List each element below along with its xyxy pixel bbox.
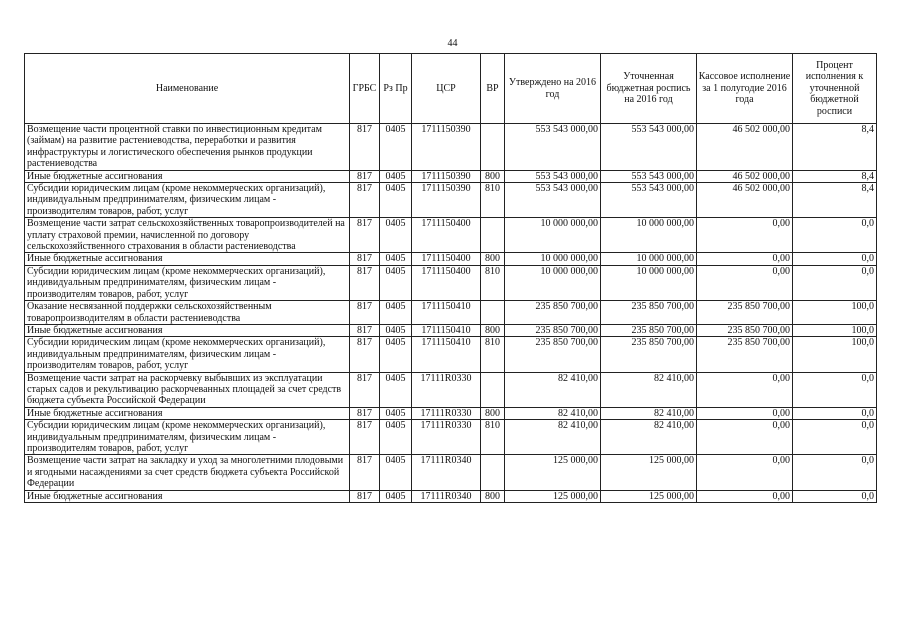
row-vr: 800 xyxy=(481,170,505,182)
row-rz-pr: 0405 xyxy=(380,170,412,182)
row-grbs: 817 xyxy=(350,420,380,455)
row-grbs: 817 xyxy=(350,407,380,419)
table-row xyxy=(25,170,877,182)
row-rz-pr: 0405 xyxy=(380,301,412,325)
row-csr: 1711150400 xyxy=(412,253,481,265)
row-csr: 1711150400 xyxy=(412,265,481,300)
page-number: 44 xyxy=(447,38,458,49)
row-grbs: 817 xyxy=(350,337,380,372)
row-grbs: 817 xyxy=(350,265,380,300)
row-clarified: 82 410,00 xyxy=(601,372,697,407)
row-name: Возмещение части затрат на раскорчевку выбывших из эксплуатации старых садов и рекультивацию раскорчеванных площадей за счет средств бюджета субъекта Российской Федерации xyxy=(25,372,350,407)
table-row xyxy=(25,490,877,502)
row-rz-pr: 0405 xyxy=(380,324,412,336)
row-csr: 1711150410 xyxy=(412,337,481,372)
table-row xyxy=(25,372,877,407)
row-name: Оказание несвязанной поддержки сельскохозяйственным товаропроизводителям в области растениеводства xyxy=(25,301,350,325)
row-approved: 553 543 000,00 xyxy=(505,124,601,171)
row-rz-pr: 0405 xyxy=(380,218,412,253)
row-cash: 235 850 700,00 xyxy=(697,337,793,372)
row-clarified: 10 000 000,00 xyxy=(601,218,697,253)
row-approved: 10 000 000,00 xyxy=(505,218,601,253)
row-csr: 1711150390 xyxy=(412,124,481,171)
row-name: Иные бюджетные ассигнования xyxy=(25,407,350,419)
row-approved: 235 850 700,00 xyxy=(505,301,601,325)
table-row xyxy=(25,324,877,336)
table-row xyxy=(25,265,877,300)
row-rz-pr: 0405 xyxy=(380,124,412,171)
row-approved: 10 000 000,00 xyxy=(505,253,601,265)
table-row xyxy=(25,420,877,455)
row-csr: 17111R0330 xyxy=(412,407,481,419)
table-row xyxy=(25,183,877,218)
row-rz-pr: 0405 xyxy=(380,407,412,419)
row-approved: 82 410,00 xyxy=(505,407,601,419)
row-clarified: 235 850 700,00 xyxy=(601,337,697,372)
row-cash: 0,00 xyxy=(697,372,793,407)
row-percent: 8,4 xyxy=(793,170,877,182)
row-approved: 125 000,00 xyxy=(505,455,601,490)
row-name: Иные бюджетные ассигнования xyxy=(25,324,350,336)
row-cash: 0,00 xyxy=(697,420,793,455)
header-vr: ВР xyxy=(481,54,505,124)
row-cash: 46 502 000,00 xyxy=(697,170,793,182)
row-name: Возмещение части процентной ставки по инвестиционным кредитам (займам) на развитие растениеводства, переработки и развития инфраструктуры и логистического обеспечения рынков продукции растениеводства xyxy=(25,124,350,171)
row-csr: 1711150390 xyxy=(412,183,481,218)
row-vr xyxy=(481,455,505,490)
row-clarified: 82 410,00 xyxy=(601,407,697,419)
row-grbs: 817 xyxy=(350,372,380,407)
row-rz-pr: 0405 xyxy=(380,253,412,265)
row-rz-pr: 0405 xyxy=(380,183,412,218)
row-rz-pr: 0405 xyxy=(380,265,412,300)
row-approved: 553 543 000,00 xyxy=(505,170,601,182)
row-vr: 800 xyxy=(481,407,505,419)
row-vr: 810 xyxy=(481,183,505,218)
row-percent: 0,0 xyxy=(793,372,877,407)
row-clarified: 235 850 700,00 xyxy=(601,324,697,336)
row-cash: 0,00 xyxy=(697,218,793,253)
table-row xyxy=(25,253,877,265)
row-csr: 1711150390 xyxy=(412,170,481,182)
row-grbs: 817 xyxy=(350,170,380,182)
row-csr: 1711150410 xyxy=(412,324,481,336)
row-percent: 8,4 xyxy=(793,183,877,218)
row-vr: 810 xyxy=(481,420,505,455)
row-clarified: 82 410,00 xyxy=(601,420,697,455)
row-approved: 553 543 000,00 xyxy=(505,183,601,218)
row-approved: 82 410,00 xyxy=(505,420,601,455)
row-grbs: 817 xyxy=(350,490,380,502)
row-percent: 0,0 xyxy=(793,407,877,419)
row-name: Иные бюджетные ассигнования xyxy=(25,253,350,265)
row-cash: 235 850 700,00 xyxy=(697,324,793,336)
row-clarified: 553 543 000,00 xyxy=(601,170,697,182)
row-percent: 100,0 xyxy=(793,301,877,325)
row-cash: 235 850 700,00 xyxy=(697,301,793,325)
row-grbs: 817 xyxy=(350,124,380,171)
row-grbs: 817 xyxy=(350,253,380,265)
row-approved: 82 410,00 xyxy=(505,372,601,407)
row-grbs: 817 xyxy=(350,301,380,325)
row-percent: 0,0 xyxy=(793,490,877,502)
row-rz-pr: 0405 xyxy=(380,337,412,372)
row-clarified: 10 000 000,00 xyxy=(601,265,697,300)
header-grbs: ГРБС xyxy=(350,54,380,124)
row-grbs: 817 xyxy=(350,455,380,490)
row-percent: 0,0 xyxy=(793,218,877,253)
row-vr xyxy=(481,372,505,407)
header-percent: Процент исполнения к уточненной бюджетной росписи xyxy=(793,54,877,124)
row-vr xyxy=(481,301,505,325)
row-percent: 100,0 xyxy=(793,324,877,336)
row-percent: 100,0 xyxy=(793,337,877,372)
row-name: Иные бюджетные ассигнования xyxy=(25,490,350,502)
row-clarified: 235 850 700,00 xyxy=(601,301,697,325)
row-name: Субсидии юридическим лицам (кроме некоммерческих организаций), индивидуальным предпринимателям, физическим лицам - производителям товаров, работ, услуг xyxy=(25,337,350,372)
row-vr xyxy=(481,124,505,171)
row-cash: 0,00 xyxy=(697,253,793,265)
row-clarified: 553 543 000,00 xyxy=(601,124,697,171)
table-row xyxy=(25,337,877,372)
row-percent: 0,0 xyxy=(793,420,877,455)
row-clarified: 553 543 000,00 xyxy=(601,183,697,218)
table-row xyxy=(25,301,877,325)
header-csr: ЦСР xyxy=(412,54,481,124)
row-percent: 0,0 xyxy=(793,253,877,265)
row-name: Возмещение части затрат сельскохозяйственных товаропроизводителей на уплату страховой премии, начисленной по договору сельскохозяйственного страхования в области растениеводства xyxy=(25,218,350,253)
row-name: Возмещение части затрат на закладку и уход за многолетними плодовыми и ягодными насаждениями за счет средств бюджета субъекта Российской Федерации xyxy=(25,455,350,490)
row-clarified: 125 000,00 xyxy=(601,490,697,502)
row-csr: 17111R0340 xyxy=(412,490,481,502)
row-rz-pr: 0405 xyxy=(380,372,412,407)
header-clarified: Уточненная бюджетная роспись на 2016 год xyxy=(601,54,697,124)
header-cash: Кассовое исполнение за 1 полугодие 2016 года xyxy=(697,54,793,124)
row-rz-pr: 0405 xyxy=(380,490,412,502)
row-approved: 235 850 700,00 xyxy=(505,324,601,336)
row-cash: 0,00 xyxy=(697,407,793,419)
row-approved: 10 000 000,00 xyxy=(505,265,601,300)
budget-table xyxy=(24,53,877,503)
header-approved: Утверждено на 2016 год xyxy=(505,54,601,124)
row-vr: 800 xyxy=(481,324,505,336)
row-name: Иные бюджетные ассигнования xyxy=(25,170,350,182)
table-row xyxy=(25,218,877,253)
row-rz-pr: 0405 xyxy=(380,420,412,455)
header-name: Наименование xyxy=(25,54,350,124)
table-row xyxy=(25,407,877,419)
row-name: Субсидии юридическим лицам (кроме некоммерческих организаций), индивидуальным предпринимателям, физическим лицам - производителям товаров, работ, услуг xyxy=(25,265,350,300)
row-grbs: 817 xyxy=(350,218,380,253)
row-csr: 17111R0340 xyxy=(412,455,481,490)
row-name: Субсидии юридическим лицам (кроме некоммерческих организаций), индивидуальным предпринимателям, физическим лицам - производителям товаров, работ, услуг xyxy=(25,420,350,455)
row-percent: 8,4 xyxy=(793,124,877,171)
row-csr: 1711150400 xyxy=(412,218,481,253)
row-vr: 800 xyxy=(481,253,505,265)
row-vr xyxy=(481,218,505,253)
table-row xyxy=(25,455,877,490)
row-grbs: 817 xyxy=(350,324,380,336)
row-cash: 0,00 xyxy=(697,265,793,300)
row-approved: 235 850 700,00 xyxy=(505,337,601,372)
row-approved: 125 000,00 xyxy=(505,490,601,502)
row-vr: 810 xyxy=(481,337,505,372)
row-clarified: 125 000,00 xyxy=(601,455,697,490)
row-csr: 17111R0330 xyxy=(412,372,481,407)
header-rz-pr: Рз Пр xyxy=(380,54,412,124)
row-vr: 810 xyxy=(481,265,505,300)
table-row xyxy=(25,124,877,171)
row-vr: 800 xyxy=(481,490,505,502)
row-csr: 17111R0330 xyxy=(412,420,481,455)
row-rz-pr: 0405 xyxy=(380,455,412,490)
row-percent: 0,0 xyxy=(793,455,877,490)
row-cash: 46 502 000,00 xyxy=(697,183,793,218)
row-csr: 1711150410 xyxy=(412,301,481,325)
row-grbs: 817 xyxy=(350,183,380,218)
row-cash: 0,00 xyxy=(697,455,793,490)
row-percent: 0,0 xyxy=(793,265,877,300)
row-cash: 46 502 000,00 xyxy=(697,124,793,171)
row-name: Субсидии юридическим лицам (кроме некоммерческих организаций), индивидуальным предпринимателям, физическим лицам - производителям товаров, работ, услуг xyxy=(25,183,350,218)
row-cash: 0,00 xyxy=(697,490,793,502)
row-clarified: 10 000 000,00 xyxy=(601,253,697,265)
table-header-row xyxy=(25,54,877,124)
